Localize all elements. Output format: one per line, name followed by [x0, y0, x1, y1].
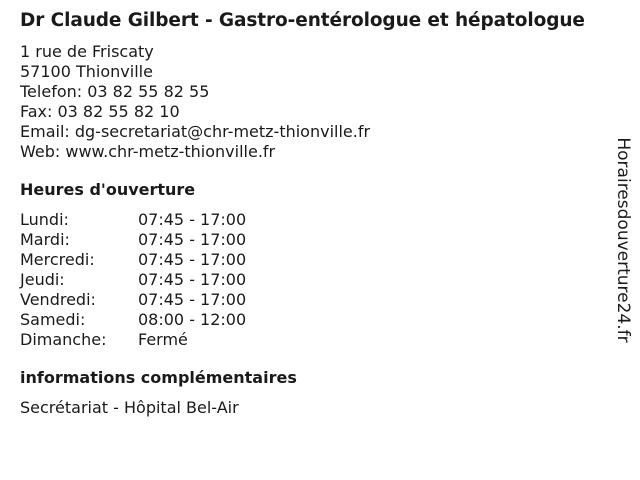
opening-hours-table: [20, 210, 608, 350]
business-listing: [20, 10, 608, 418]
additional-info-text: Secrétariat - Hôpital Bel-Air: [20, 398, 239, 417]
day-label: Lundi:: [20, 210, 69, 229]
phone-line: Telefon: 03 82 55 82 55: [20, 82, 210, 101]
hours-row-saturday: [20, 310, 608, 330]
additional-info-heading: informations complémentaires: [20, 368, 297, 387]
time-range: 07:45 - 17:00: [138, 290, 247, 309]
day-label: Dimanche:: [20, 330, 107, 349]
opening-hours-heading: Heures d'ouverture: [20, 180, 196, 199]
hours-row-monday: [20, 210, 608, 230]
email-line: Email: dg-secretariat@chr-metz-thionville.fr: [20, 122, 371, 141]
hours-row-wednesday: [20, 250, 608, 270]
time-range: 07:45 - 17:00: [138, 230, 247, 249]
site-watermark: Horairesdouverture24.fr: [613, 137, 633, 343]
hours-row-tuesday: [20, 230, 608, 250]
time-range: 08:00 - 12:00: [138, 310, 247, 329]
fax-line: Fax: 03 82 55 82 10: [20, 102, 180, 121]
business-title: Dr Claude Gilbert - Gastro-entérologue et hépatologue: [20, 10, 585, 31]
hours-row-friday: [20, 290, 608, 310]
day-label: Jeudi:: [20, 270, 65, 289]
day-label: Mercredi:: [20, 250, 95, 269]
city-postcode: 57100 Thionville: [20, 62, 153, 81]
street-address: 1 rue de Friscaty: [20, 42, 154, 61]
contact-block: [20, 42, 608, 162]
time-range: 07:45 - 17:00: [138, 250, 247, 269]
day-label: Mardi:: [20, 230, 70, 249]
hours-row-sunday: [20, 330, 608, 350]
day-label: Samedi:: [20, 310, 86, 329]
day-label: Vendredi:: [20, 290, 96, 309]
time-range: 07:45 - 17:00: [138, 210, 247, 229]
time-range: Fermé: [138, 330, 188, 349]
hours-row-thursday: [20, 270, 608, 290]
web-line: Web: www.chr-metz-thionville.fr: [20, 142, 276, 161]
time-range: 07:45 - 17:00: [138, 270, 247, 289]
